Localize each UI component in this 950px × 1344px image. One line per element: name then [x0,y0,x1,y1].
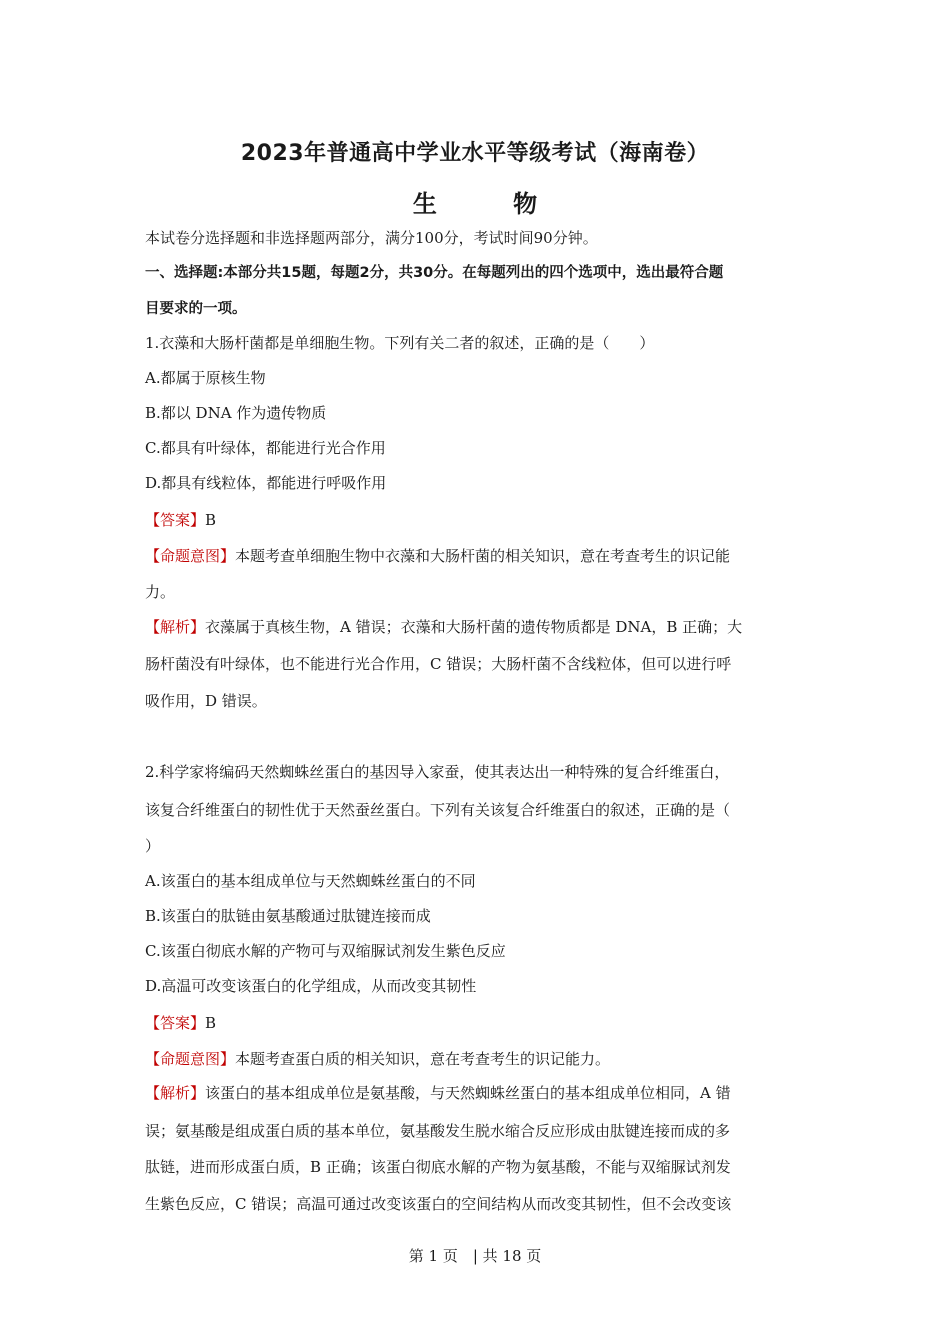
page-footer: 第 1 页 | 共 18 页 [408,1247,542,1265]
q1-analysis-text: 衣藻属于真核生物，A 错误；衣藻和大肠杆菌的遗传物质都是 DNA，B 正确；大 [205,618,743,636]
q2-analysis-line-4: 生紫色反应，C 错误；高温可通过改变该蛋白的空间结构从而改变其韧性，但不会改变该 [145,1195,732,1213]
exam-title: 2023年普通高中学业水平等级考试（海南卷） [240,141,710,166]
q1-intent-line-2: 力。 [145,583,176,601]
q1-option-b: B.都以 DNA 作为遗传物质 [145,404,327,422]
answer-tag: 【答案】 [145,1014,206,1032]
q2-option-c: C.该蛋白彻底水解的产物可与双缩脲试剂发生紫色反应 [145,942,506,960]
q1-analysis-line-2: 肠杆菌没有叶绿体，也不能进行光合作用，C 错误；大肠杆菌不含线粒体，但可以进行呼 [145,655,732,673]
q2-stem-line-1: 2.科学家将编码天然蜘蛛丝蛋白的基因导入家蚕，使其表达出一种特殊的复合纤维蛋白， [145,763,730,781]
subject-heading: 生 物 [412,190,572,218]
q2-analysis-text: 该蛋白的基本组成单位是氨基酸，与天然蜘蛛丝蛋白的基本组成单位相同，A 错 [205,1084,731,1102]
q1-intent-line-1 [145,546,805,566]
q2-answer [145,1013,805,1033]
q2-analysis-line-2: 误；氨基酸是组成蛋白质的基本单位，氨基酸发生脱水缩合反应形成由肽键连接而成的多 [145,1122,731,1140]
q2-intent-line-1 [145,1049,805,1069]
q2-analysis-line-3: 肽链，进而形成蛋白质，B 正确；该蛋白彻底水解的产物为氨基酸，不能与双缩脲试剂发 [145,1158,731,1176]
q1-analysis-line-1 [145,617,805,637]
q2-option-a: A.该蛋白的基本组成单位与天然蜘蛛丝蛋白的不同 [145,872,476,890]
q1-intent-text: 本题考查单细胞生物中衣藻和大肠杆菌的相关知识，意在考查考生的识记能 [235,547,731,565]
intent-tag: 【命题意图】 [145,547,236,565]
q1-answer-value: B [205,511,217,529]
q2-answer-value: B [205,1014,217,1032]
q1-answer [145,510,805,530]
analysis-tag: 【解析】 [145,618,206,636]
q2-intent-text: 本题考查蛋白质的相关知识，意在考查考生的识记能力。 [235,1050,611,1068]
q2-analysis-line-1 [145,1083,805,1103]
q2-stem-line-3: ） [145,837,161,855]
section-heading-line-2: 目要求的一项。 [145,301,247,317]
section-heading-line-1: 一、选择题:本部分共15题，每题2分，共30分。在每题列出的四个选项中，选出最符合题 [145,265,724,281]
intent-tag: 【命题意图】 [145,1050,236,1068]
answer-tag: 【答案】 [145,511,206,529]
q1-option-a: A.都属于原核生物 [145,369,266,387]
q2-option-b: B.该蛋白的肽链由氨基酸通过肽键连接而成 [145,907,431,925]
exam-intro: 本试卷分选择题和非选择题两部分，满分100分，考试时间90分钟。 [145,229,598,247]
q2-stem-line-2: 该复合纤维蛋白的韧性优于天然蚕丝蛋白。下列有关该复合纤维蛋白的叙述，正确的是（ [145,801,731,819]
q1-analysis-line-3: 吸作用，D 错误。 [145,692,267,710]
q1-option-d: D.都具有线粒体，都能进行呼吸作用 [145,474,387,492]
q2-option-d: D.高温可改变该蛋白的化学组成，从而改变其韧性 [145,977,477,995]
q1-option-c: C.都具有叶绿体，都能进行光合作用 [145,439,386,457]
analysis-tag: 【解析】 [145,1084,206,1102]
q1-stem: 1.衣藻和大肠杆菌都是单细胞生物。下列有关二者的叙述，正确的是（ ） [145,334,655,352]
